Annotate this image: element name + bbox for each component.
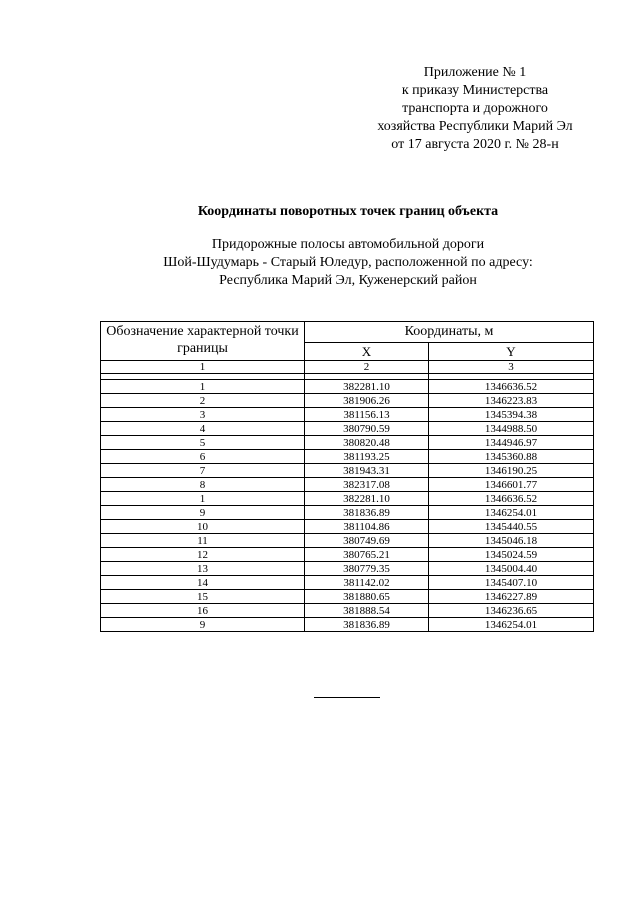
table-row [101,534,594,548]
point-cell: 9 [101,506,305,520]
appendix-line: к приказу Министерства [401,83,549,98]
column-number: 3 [429,361,594,374]
point-cell: 10 [101,520,305,534]
y-cell: 1346227.89 [429,590,594,604]
x-cell: 380820.48 [305,436,429,450]
table-row [101,450,594,464]
table-row [101,604,594,618]
table-row [101,618,594,632]
x-cell: 381943.31 [305,464,429,478]
x-cell: 380790.59 [305,422,429,436]
y-cell: 1345407.10 [429,576,594,590]
y-cell: 1345046.18 [429,534,594,548]
x-cell: 381142.02 [305,576,429,590]
subtitle-line: Шой-Шудумарь - Старый Юледур, расположенной по адресу: [163,255,533,270]
coordinates-body [101,380,594,632]
x-cell: 382281.10 [305,380,429,394]
y-cell: 1345394.38 [429,408,594,422]
point-cell: 1 [101,492,305,506]
point-cell: 7 [101,464,305,478]
x-cell: 381888.54 [305,604,429,618]
point-cell: 9 [101,618,305,632]
y-cell: 1344988.50 [429,422,594,436]
x-cell: 380749.69 [305,534,429,548]
table-row [101,464,594,478]
x-cell: 381880.65 [305,590,429,604]
appendix-line: от 17 августа 2020 г. № 28-н [391,137,559,152]
x-cell: 381156.13 [305,408,429,422]
end-divider [314,697,380,698]
y-cell: 1345360.88 [429,450,594,464]
column-number: 1 [101,361,305,374]
point-cell: 13 [101,562,305,576]
appendix-header [340,64,610,154]
table-row [101,520,594,534]
y-cell: 1346223.83 [429,394,594,408]
y-cell: 1345004.40 [429,562,594,576]
point-cell: 6 [101,450,305,464]
point-cell: 14 [101,576,305,590]
x-cell: 381906.26 [305,394,429,408]
y-cell: 1345440.55 [429,520,594,534]
table-row [101,394,594,408]
header-x: X [305,343,429,361]
y-cell: 1346636.52 [429,380,594,394]
x-cell: 382317.08 [305,478,429,492]
point-cell: 16 [101,604,305,618]
table-row [101,548,594,562]
point-cell: 1 [101,380,305,394]
object-description [0,236,640,290]
appendix-line: Приложение № 1 [423,65,527,80]
header-coordinates: Координаты, м [305,322,594,343]
point-cell: 4 [101,422,305,436]
point-cell: 5 [101,436,305,450]
table-row [101,590,594,604]
table-row [101,422,594,436]
x-cell: 381104.86 [305,520,429,534]
point-cell: 15 [101,590,305,604]
y-cell: 1346601.77 [429,478,594,492]
y-cell: 1346254.01 [429,618,594,632]
x-cell: 381836.89 [305,618,429,632]
y-cell: 1346236.65 [429,604,594,618]
point-cell: 2 [101,394,305,408]
coordinates-table [100,321,594,632]
table-row [101,436,594,450]
y-cell: 1344946.97 [429,436,594,450]
x-cell: 381193.25 [305,450,429,464]
subtitle-line: Придорожные полосы автомобильной дороги [211,237,485,252]
x-cell: 380765.21 [305,548,429,562]
x-cell: 381836.89 [305,506,429,520]
y-cell: 1345024.59 [429,548,594,562]
point-cell: 8 [101,478,305,492]
table-row [101,562,594,576]
table-row [101,478,594,492]
table-row [101,492,594,506]
subtitle-line: Республика Марий Эл, Куженерский район [219,273,477,288]
appendix-line: транспорта и дорожного [402,101,548,116]
point-cell: 12 [101,548,305,562]
x-cell: 382281.10 [305,492,429,506]
table-row [101,408,594,422]
header-point-designation: Обозначение характерной точки границы [101,322,305,361]
table-row [101,576,594,590]
document-title: Координаты поворотных точек границ объекта [197,204,499,219]
column-number: 2 [305,361,429,374]
header-y: Y [429,343,594,361]
point-cell: 3 [101,408,305,422]
y-cell: 1346254.01 [429,506,594,520]
point-cell: 11 [101,534,305,548]
x-cell: 380779.35 [305,562,429,576]
y-cell: 1346636.52 [429,492,594,506]
y-cell: 1346190.25 [429,464,594,478]
table-row [101,380,594,394]
appendix-line: хозяйства Республики Марий Эл [377,119,573,134]
table-row [101,506,594,520]
